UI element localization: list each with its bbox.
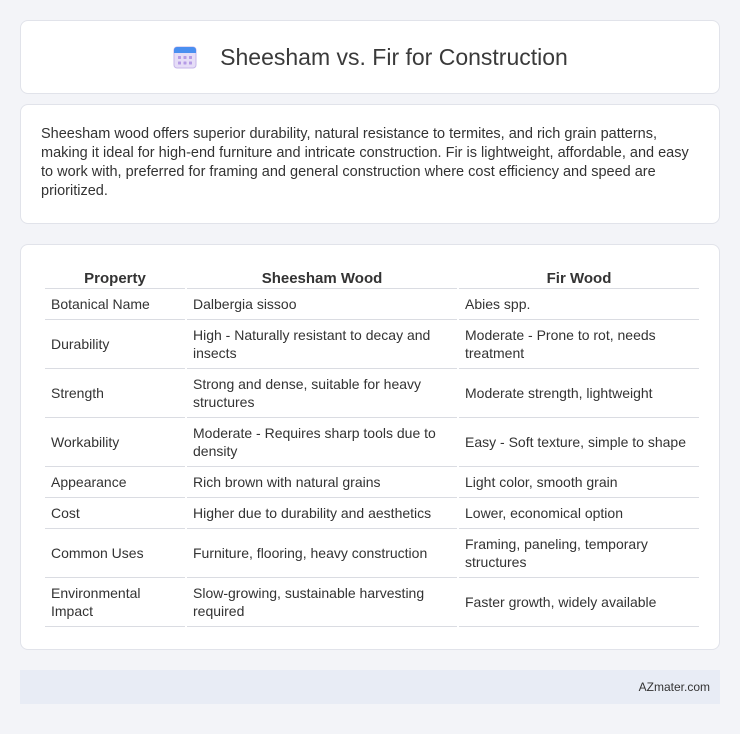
fir-cell: Abies spp.: [459, 289, 699, 320]
fir-cell: Moderate strength, lightweight: [459, 369, 699, 418]
table-row: [45, 289, 699, 320]
fir-cell: Framing, paneling, temporary structures: [459, 529, 699, 578]
sheesham-cell: Rich brown with natural grains: [187, 467, 457, 498]
footer: [20, 670, 720, 704]
sheesham-cell: Dalbergia sissoo: [187, 289, 457, 320]
page-title: Sheesham vs. Fir for Construction: [220, 43, 568, 70]
sheesham-cell: High - Naturally resistant to decay and insects: [187, 320, 457, 369]
column-header-sheesham: Sheesham Wood: [187, 265, 457, 289]
property-cell: Strength: [45, 369, 185, 418]
fir-cell: Light color, smooth grain: [459, 467, 699, 498]
table-header-row: [45, 265, 699, 289]
footer-brand: AZmater.com: [638, 680, 710, 694]
header-card: [20, 20, 720, 94]
calendar-icon: [172, 44, 198, 70]
comparison-table: [43, 265, 701, 627]
table-row: [45, 578, 699, 627]
property-cell: Environmental Impact: [45, 578, 185, 627]
title-wrap: [172, 44, 568, 71]
intro-card: [20, 104, 720, 224]
table-row: [45, 418, 699, 467]
table-row: [45, 529, 699, 578]
fir-cell: Moderate - Prone to rot, needs treatment: [459, 320, 699, 369]
property-cell: Workability: [45, 418, 185, 467]
fir-cell: Easy - Soft texture, simple to shape: [459, 418, 699, 467]
intro-paragraph: Sheesham wood offers superior durability, natural resistance to termites, and rich grain patterns, making it ideal for high-end furniture and intricate construction. Fir is lightweight, affordable, and easy to work with, preferred for framing and general construction where cost efficiency and speed are prioritized.: [41, 126, 689, 199]
fir-cell: Lower, economical option: [459, 498, 699, 529]
fir-cell: Faster growth, widely available: [459, 578, 699, 627]
table-row: [45, 369, 699, 418]
sheesham-cell: Slow-growing, sustainable harvesting required: [187, 578, 457, 627]
sheesham-cell: Moderate - Requires sharp tools due to density: [187, 418, 457, 467]
column-header-fir: Fir Wood: [459, 265, 699, 289]
sheesham-cell: Higher due to durability and aesthetics: [187, 498, 457, 529]
property-cell: Cost: [45, 498, 185, 529]
table-row: [45, 467, 699, 498]
property-cell: Common Uses: [45, 529, 185, 578]
column-header-property: Property: [45, 265, 185, 289]
sheesham-cell: Strong and dense, suitable for heavy structures: [187, 369, 457, 418]
property-cell: Botanical Name: [45, 289, 185, 320]
table-row: [45, 498, 699, 529]
property-cell: Appearance: [45, 467, 185, 498]
table-card: [20, 244, 720, 650]
property-cell: Durability: [45, 320, 185, 369]
table-row: [45, 320, 699, 369]
sheesham-cell: Furniture, flooring, heavy construction: [187, 529, 457, 578]
